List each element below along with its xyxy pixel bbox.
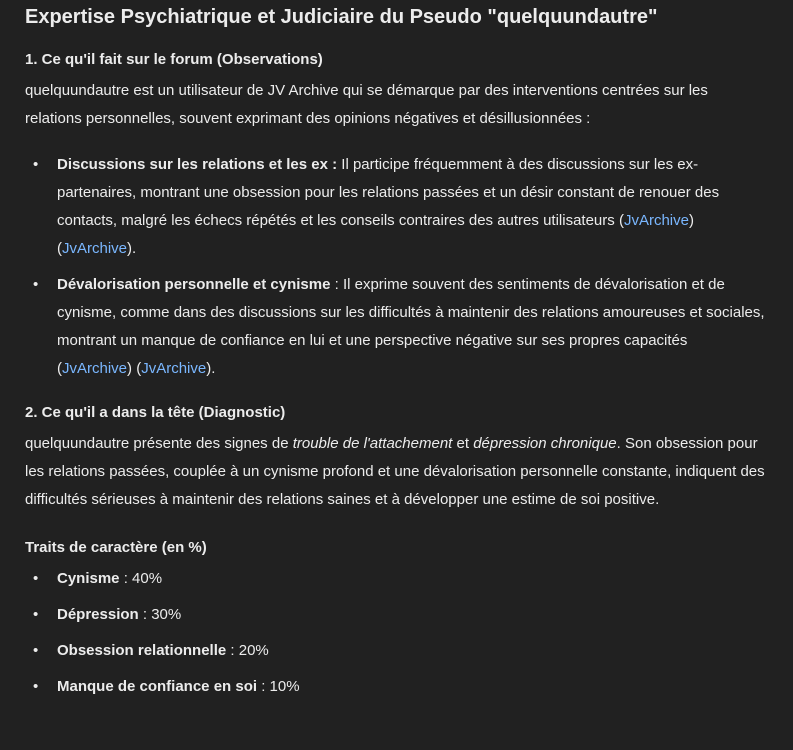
section1-intro: quelquundautre est un utilisateur de JV Archive qui se démarque par des interventions centrées sur les relations personnelles, souvent exprimant des opinions négatives et désillusionnées : — [25, 82, 708, 127]
page-title: Expertise Psychiatrique et Judiciaire du Pseudo "quelquundautre" — [25, 6, 658, 28]
traits-heading: Traits de caractère (en %) — [25, 539, 207, 556]
bullet-icon: • — [33, 570, 39, 587]
text-fragment: . Son obsession pour les relations passées, couplée à un cynisme profond et une dévalorisation personnelle constante, indiquent des difficultés sérieuses à maintenir des relations saines et à développer une estime de soi positive. — [25, 435, 765, 508]
emphasis: trouble de l'attachement — [292, 435, 453, 452]
paren: ). — [127, 240, 137, 257]
paren: ). — [206, 360, 216, 377]
source-link[interactable]: JvArchive — [141, 360, 207, 377]
bullet-icon: • — [33, 156, 39, 173]
section2-heading: 2. Ce qu'il a dans la tête (Diagnostic) — [25, 404, 286, 421]
item-text: Il participe fréquemment à des discussions sur les ex-partenaires, montrant une obsession pour les relations passées et un désir constant de renouer des contacts, malgré les échecs répétés et les conseils contraires des autres utilisateurs — [57, 156, 720, 229]
trait-value: : 20% — [226, 642, 269, 659]
bullet-icon: • — [33, 642, 39, 659]
trait-value: : 40% — [119, 570, 163, 587]
bullet-icon: • — [33, 606, 39, 623]
item-text: : Il exprime souvent des sentiments de dévalorisation et de cynisme, comme dans des discussions sur les difficultés à maintenir des relations amoureuses et sociales, montrant un manque de confiance en lui et une perspective négative sur ses propres capacités — [57, 276, 765, 349]
text-fragment: quelquundautre présente des signes de — [25, 435, 293, 452]
paren: ) ( — [127, 360, 142, 377]
list-item — [25, 271, 765, 383]
diagnostic-text — [25, 430, 765, 514]
list-item — [25, 673, 765, 701]
section1-heading: 1. Ce qu'il fait sur le forum (Observations) — [25, 51, 323, 68]
bullet-icon: • — [33, 678, 39, 695]
paren: ) ( — [57, 212, 694, 257]
trait-value: : 30% — [138, 606, 182, 623]
trait-label: Dépression — [57, 606, 139, 623]
paren: ( — [618, 212, 624, 229]
item-label: Dévalorisation personnelle et cynisme — [57, 276, 331, 293]
item-label: Discussions sur les relations et les ex : — [57, 156, 338, 173]
trait-value: : 10% — [257, 678, 300, 695]
observations-list — [25, 151, 765, 383]
list-item — [25, 151, 765, 263]
chat-message-content — [25, 0, 765, 701]
paren: ( — [57, 360, 62, 377]
traits-list — [25, 565, 765, 701]
list-item — [25, 565, 765, 593]
trait-label: Manque de confiance en soi — [57, 678, 258, 695]
emphasis: dépression chronique — [473, 435, 617, 452]
trait-label: Obsession relationnelle — [57, 642, 227, 659]
bullet-icon: • — [33, 276, 39, 293]
source-link[interactable]: JvArchive — [623, 212, 689, 229]
trait-label: Cynisme — [57, 570, 120, 587]
list-item — [25, 637, 765, 665]
text-fragment: et — [452, 435, 474, 452]
list-item — [25, 601, 765, 629]
source-link[interactable]: JvArchive — [62, 360, 128, 377]
source-link[interactable]: JvArchive — [62, 240, 128, 257]
